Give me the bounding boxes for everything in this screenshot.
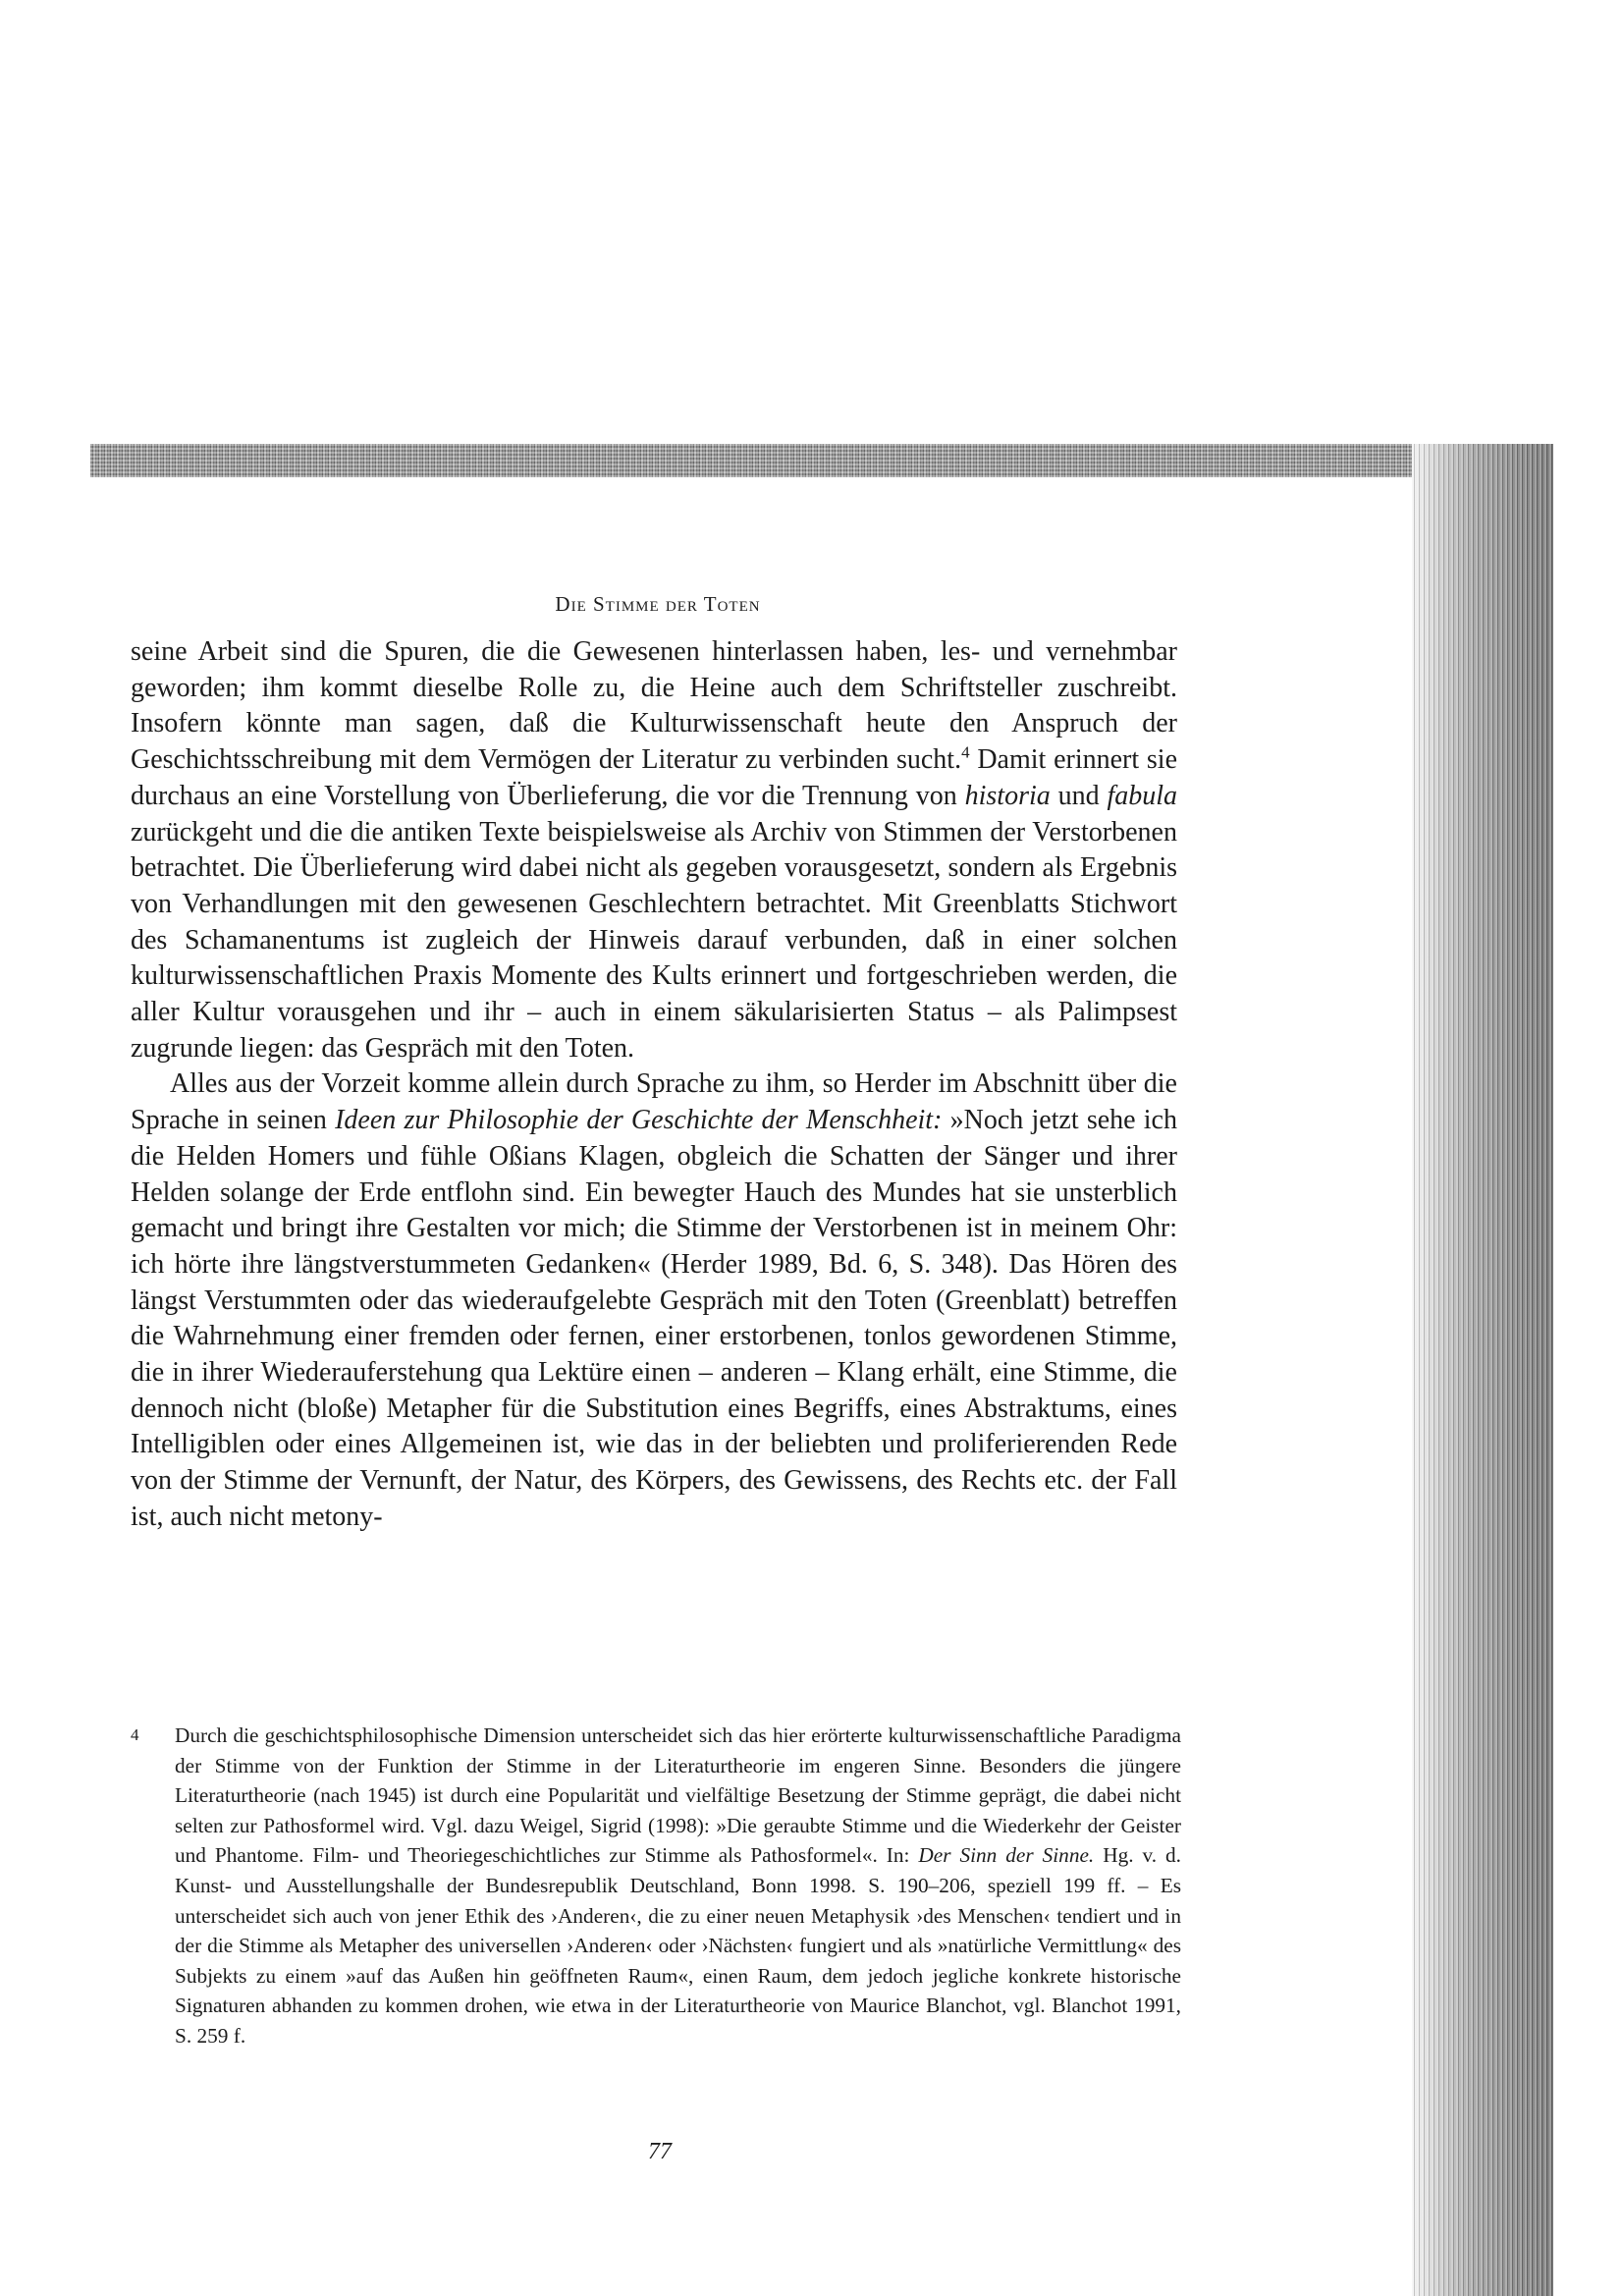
- scan-shadow-right: [1412, 444, 1553, 2296]
- paragraph-1: [131, 634, 1177, 1066]
- p1-italic-fabula: fabula: [1107, 780, 1178, 811]
- scan-shadow-top: [90, 444, 1553, 477]
- fn-text-1: Durch die geschichtsphilosophische Dimension unterscheidet sich das hier erörterte kulturwissenschaftliche Paradigma der Stimme von der Funktion der Stimme in der Literaturtheorie im engeren Sinne. Besonders die jüngere Literaturtheorie (nach 1945) ist durch eine Popularität und vielfältige Besetzung der Stimme geprägt, die dabei nicht selten zur Pathosformel wird. Vgl. dazu Weigel, Sigrid (1998): »Die geraubte Stimme und die Wiederkehr der Geister und Phantome. Film- und Theoriegeschichtliches zur Stimme als Pathosformel«. In:: [175, 1723, 1181, 1868]
- paragraph-2: [131, 1066, 1177, 1535]
- main-text: [131, 634, 1177, 1536]
- footnote-body: [175, 1721, 1181, 2051]
- fn-text-2: Hg. v. d. Kunst- und Ausstellungshalle der Bundesrepublik Deutschland, Bonn 1998. S. 190–206, speziell 199 ff. – Es unterscheidet sich auch von jener Ethik des ›Anderen‹, die zu einer neuen Metaphysik ›des Menschen‹ tendiert und in der die Stimme als Metapher des universellen ›Anderen‹ oder ›Nächsten‹ fungiert und als »natürliche Vermittlung« des Subjekts zu einem »auf das Außen hin geöffneten Raum«, einen Raum, dem jedoch jegliche konkrete historische Signaturen abhanden zu kommen drohen, wie etwa in der Literaturtheorie von Maurice Blanchot, vgl. Blanchot 1991, S. 259 f.: [175, 1843, 1181, 2048]
- footnote: [131, 1721, 1181, 2051]
- p2-text-2: »Noch jetzt sehe ich die Helden Homers und fühle Oßians Klagen, obgleich die Schatten der Sänger und ihrer Helden solange der Erde entflohn sind. Ein bewegter Hauch des Mundes hat sie unsterblich gemacht und bringt ihre Gestalten vor mich; die Stimme der Verstorbenen ist in meinem Ohr: ich hörte ihre längstverstummeten Gedanken« (Herder 1989, Bd. 6, S. 348). Das Hören des längst Verstummten oder das wiederaufgelebte Gespräch mit den Toten (Greenblatt) betreffen die Wahrnehmung einer fremden oder fernen, einer erstorbenen, tonlos gewordenen Stimme, die in ihrer Wiederauferstehung qua Lektüre einen – anderen – Klang erhält, eine Stimme, die dennoch nicht (bloße) Metapher für die Substitution eines Begriffs, eines Abstraktums, eines Intelligiblen oder eines Allgemeinen ist, wie das in der beliebten und proliferierenden Rede von der Stimme der Vernunft, der Natur, des Körpers, des Gewissens, des Rechts etc. der Fall ist, auch nicht metony-: [131, 1105, 1177, 1532]
- p2-text-1: Alles aus der Vorzeit komme allein durch Sprache zu ihm, so Herder im Abschnitt über die Sprache in seinen: [131, 1068, 1177, 1136]
- footnote-reference: 4: [961, 742, 970, 762]
- fn-italic-title: Der Sinn der Sinne.: [918, 1843, 1095, 1868]
- p1-text-2: Damit erinnert sie durchaus an eine Vorstellung von Überlieferung, die vor die Trennung von: [131, 744, 1178, 811]
- page-number: 77: [648, 2139, 672, 2164]
- p1-text-3: und: [1050, 780, 1108, 811]
- p1-italic-historia: historia: [964, 780, 1051, 811]
- p2-italic-title: Ideen zur Philosophie der Geschichte der Menschheit:: [335, 1105, 943, 1136]
- p1-text-4: zurückgeht und die die antiken Texte beispielsweise als Archiv von Stimmen der Verstorbenen betrachtet. Die Überlieferung wird dabei nicht als gegeben vorausgesetzt, sondern als Ergebnis von Verhandlungen mit den gewesenen Geschlechtern betrachtet. Mit Greenblatts Stichwort des Schamanentums ist zugleich der Hinweis darauf verbunden, daß in einer solchen kulturwissenschaftlichen Praxis Momente des Kults erinnert und fortgeschrieben werden, die aller Kultur vorausgehen und ihr – auch in einem säkularisierten Status – als Palimpsest zugrunde liegen: das Gespräch mit den Toten.: [131, 816, 1177, 1064]
- p1-text-1: seine Arbeit sind die Spuren, die die Gewesenen hinterlassen haben, les- und vernehmbar geworden; ihm kommt dieselbe Rolle zu, die Heine auch dem Schriftsteller zuschreibt. Insofern könnte man sagen, daß die Kulturwissenschaft heute den Anspruch der Geschichtsschreibung mit dem Vermögen der Literatur zu verbinden sucht.: [131, 636, 1177, 776]
- running-head: Die Stimme der Toten: [555, 592, 761, 616]
- footnote-number: 4: [131, 1725, 139, 1744]
